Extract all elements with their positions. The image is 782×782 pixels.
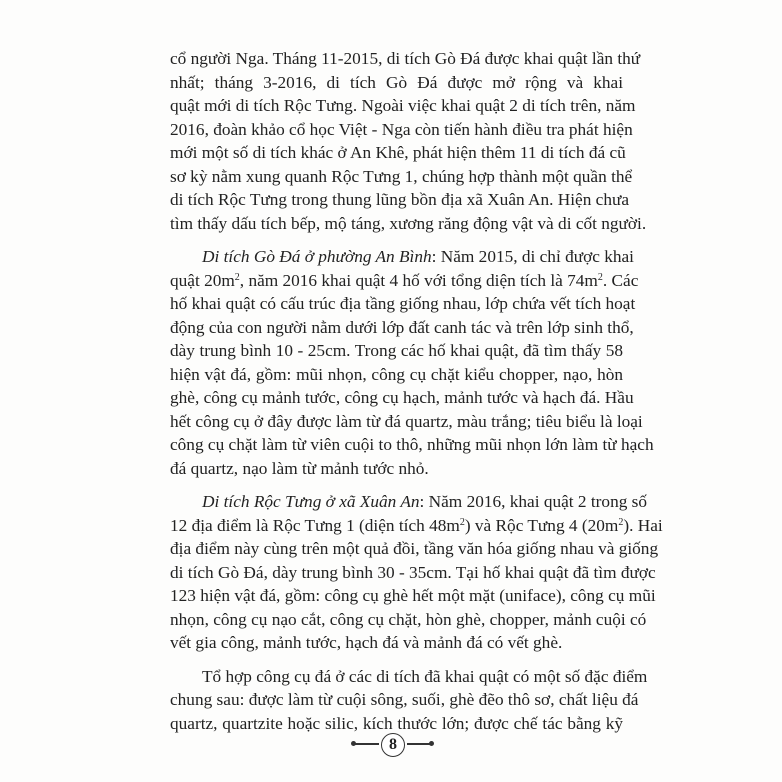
text-line: hố khai quật có cấu trúc địa tầng giống nhau, lớp chứa vết tích hoạt xyxy=(170,294,636,313)
text-line: chung sau: được làm từ cuội sông, suối, ghè đẽo thô sơ, chất liệu đá xyxy=(170,690,639,709)
text-line: 2016, đoàn khảo cổ học Việt - Nga còn tiến hành điều tra phát hiện xyxy=(170,119,633,139)
superscript: 2 xyxy=(618,516,624,528)
text-line: nhọn, công cụ nạo cắt, công cụ chặt, hòn ghè, chopper, mảnh cuội có xyxy=(170,609,647,629)
text-line: vết gia công, mảnh tước, hạch đá và mảnh đá có vết ghè. xyxy=(170,633,563,652)
text-line: Di tích Gò Đá ở phường An Bình: Năm 2015, di chỉ được khai xyxy=(202,247,634,266)
page-number: 8 xyxy=(381,733,405,757)
text-line: Di tích Rộc Tưng ở xã Xuân An: Năm 2016, khai quật 2 trong số xyxy=(202,492,648,511)
text-line: công cụ chặt làm từ viên cuội to thô, những mũi nhọn lớn làm từ hạch xyxy=(170,435,654,454)
text-line: 12 địa điểm là Rộc Tưng 1 (diện tích $48m^2$) và Rộc Tưng 4 $(20m^2)$. Hai xyxy=(170,515,663,535)
text-line: hết công cụ ở đây được làm từ đá quartz, màu trắng; tiêu biểu là loại xyxy=(170,411,643,431)
text-line: dày trung bình 10 - 25cm. Trong các hố khai quật, đã tìm thấy 58 xyxy=(170,341,623,360)
paragraph-2 xyxy=(170,245,654,480)
text-line: quật mới di tích Rộc Tưng. Ngoài việc khai quật 2 di tích trên, năm xyxy=(170,96,636,115)
text-line: di tích Rộc Tưng trong thung lũng bồn địa xã Xuân An. Hiện chưa xyxy=(170,190,630,209)
text-line: địa điểm này cùng trên một quả đồi, tầng văn hóa giống nhau và giống xyxy=(170,539,659,558)
ornament-dot-right xyxy=(429,741,434,746)
text-line: nhất; tháng 3-2016, di tích Gò Đá được mở rộng và khai xyxy=(170,72,623,92)
paragraph-3 xyxy=(170,490,663,655)
text-line: mới một số di tích khác ở An Khê, phát hiện thêm 11 di tích đá cũ xyxy=(170,143,626,162)
text-line: quật $20m^2$, năm 2016 khai quật 4 hố với tổng diện tích là $74m^2$. Các xyxy=(170,270,639,290)
superscript: 2 xyxy=(459,516,465,528)
italic-lead: Di tích Gò Đá ở phường An Bình xyxy=(202,247,432,266)
text-line: tìm thấy dấu tích bếp, mộ táng, xương răng động vật và di cốt người. xyxy=(170,213,647,233)
italic-lead: Di tích Rộc Tưng ở xã Xuân An xyxy=(202,492,420,511)
superscript: 2 xyxy=(597,271,603,283)
text-line: đá quartz, nạo làm từ mảnh tước nhỏ. xyxy=(170,458,429,478)
paragraph-4 xyxy=(170,665,648,736)
text-line: động của con người nằm dưới lớp đất canh tác và trên lớp sinh thổ, xyxy=(170,317,634,337)
text-line: cổ người Nga. Tháng 11-2015, di tích Gò Đá được khai quật lần thứ xyxy=(170,49,641,68)
text-line: di tích Gò Đá, dày trung bình 30 - 35cm. Tại hố khai quật đã tìm được xyxy=(170,562,656,582)
ornament-line-left xyxy=(355,743,379,745)
body-text xyxy=(170,47,663,735)
text-line: ghè, công cụ mảnh tước, công cụ hạch, mảnh tước và hạch đá. Hầu xyxy=(170,388,634,407)
superscript: 2 xyxy=(234,271,240,283)
paragraph-1 xyxy=(170,47,647,235)
ornament-dot-left xyxy=(351,741,356,746)
text-line: 123 hiện vật đá, gồm: công cụ ghè hết một mặt (uniface), công cụ mũi xyxy=(170,586,656,605)
text-line: hiện vật đá, gồm: mũi nhọn, công cụ chặt kiểu chopper, nạo, hòn xyxy=(170,364,623,384)
text-line: quartz, quartzite hoặc silic, kích thước lớn; được chế tác bằng kỹ xyxy=(170,713,623,733)
text-line: Tổ hợp công cụ đá ở các di tích đã khai quật có một số đặc điểm xyxy=(202,666,648,686)
text-line: sơ kỳ nằm xung quanh Rộc Tưng 1, chúng hợp thành một quần thể xyxy=(170,166,633,186)
ornament-line-right xyxy=(407,743,431,745)
